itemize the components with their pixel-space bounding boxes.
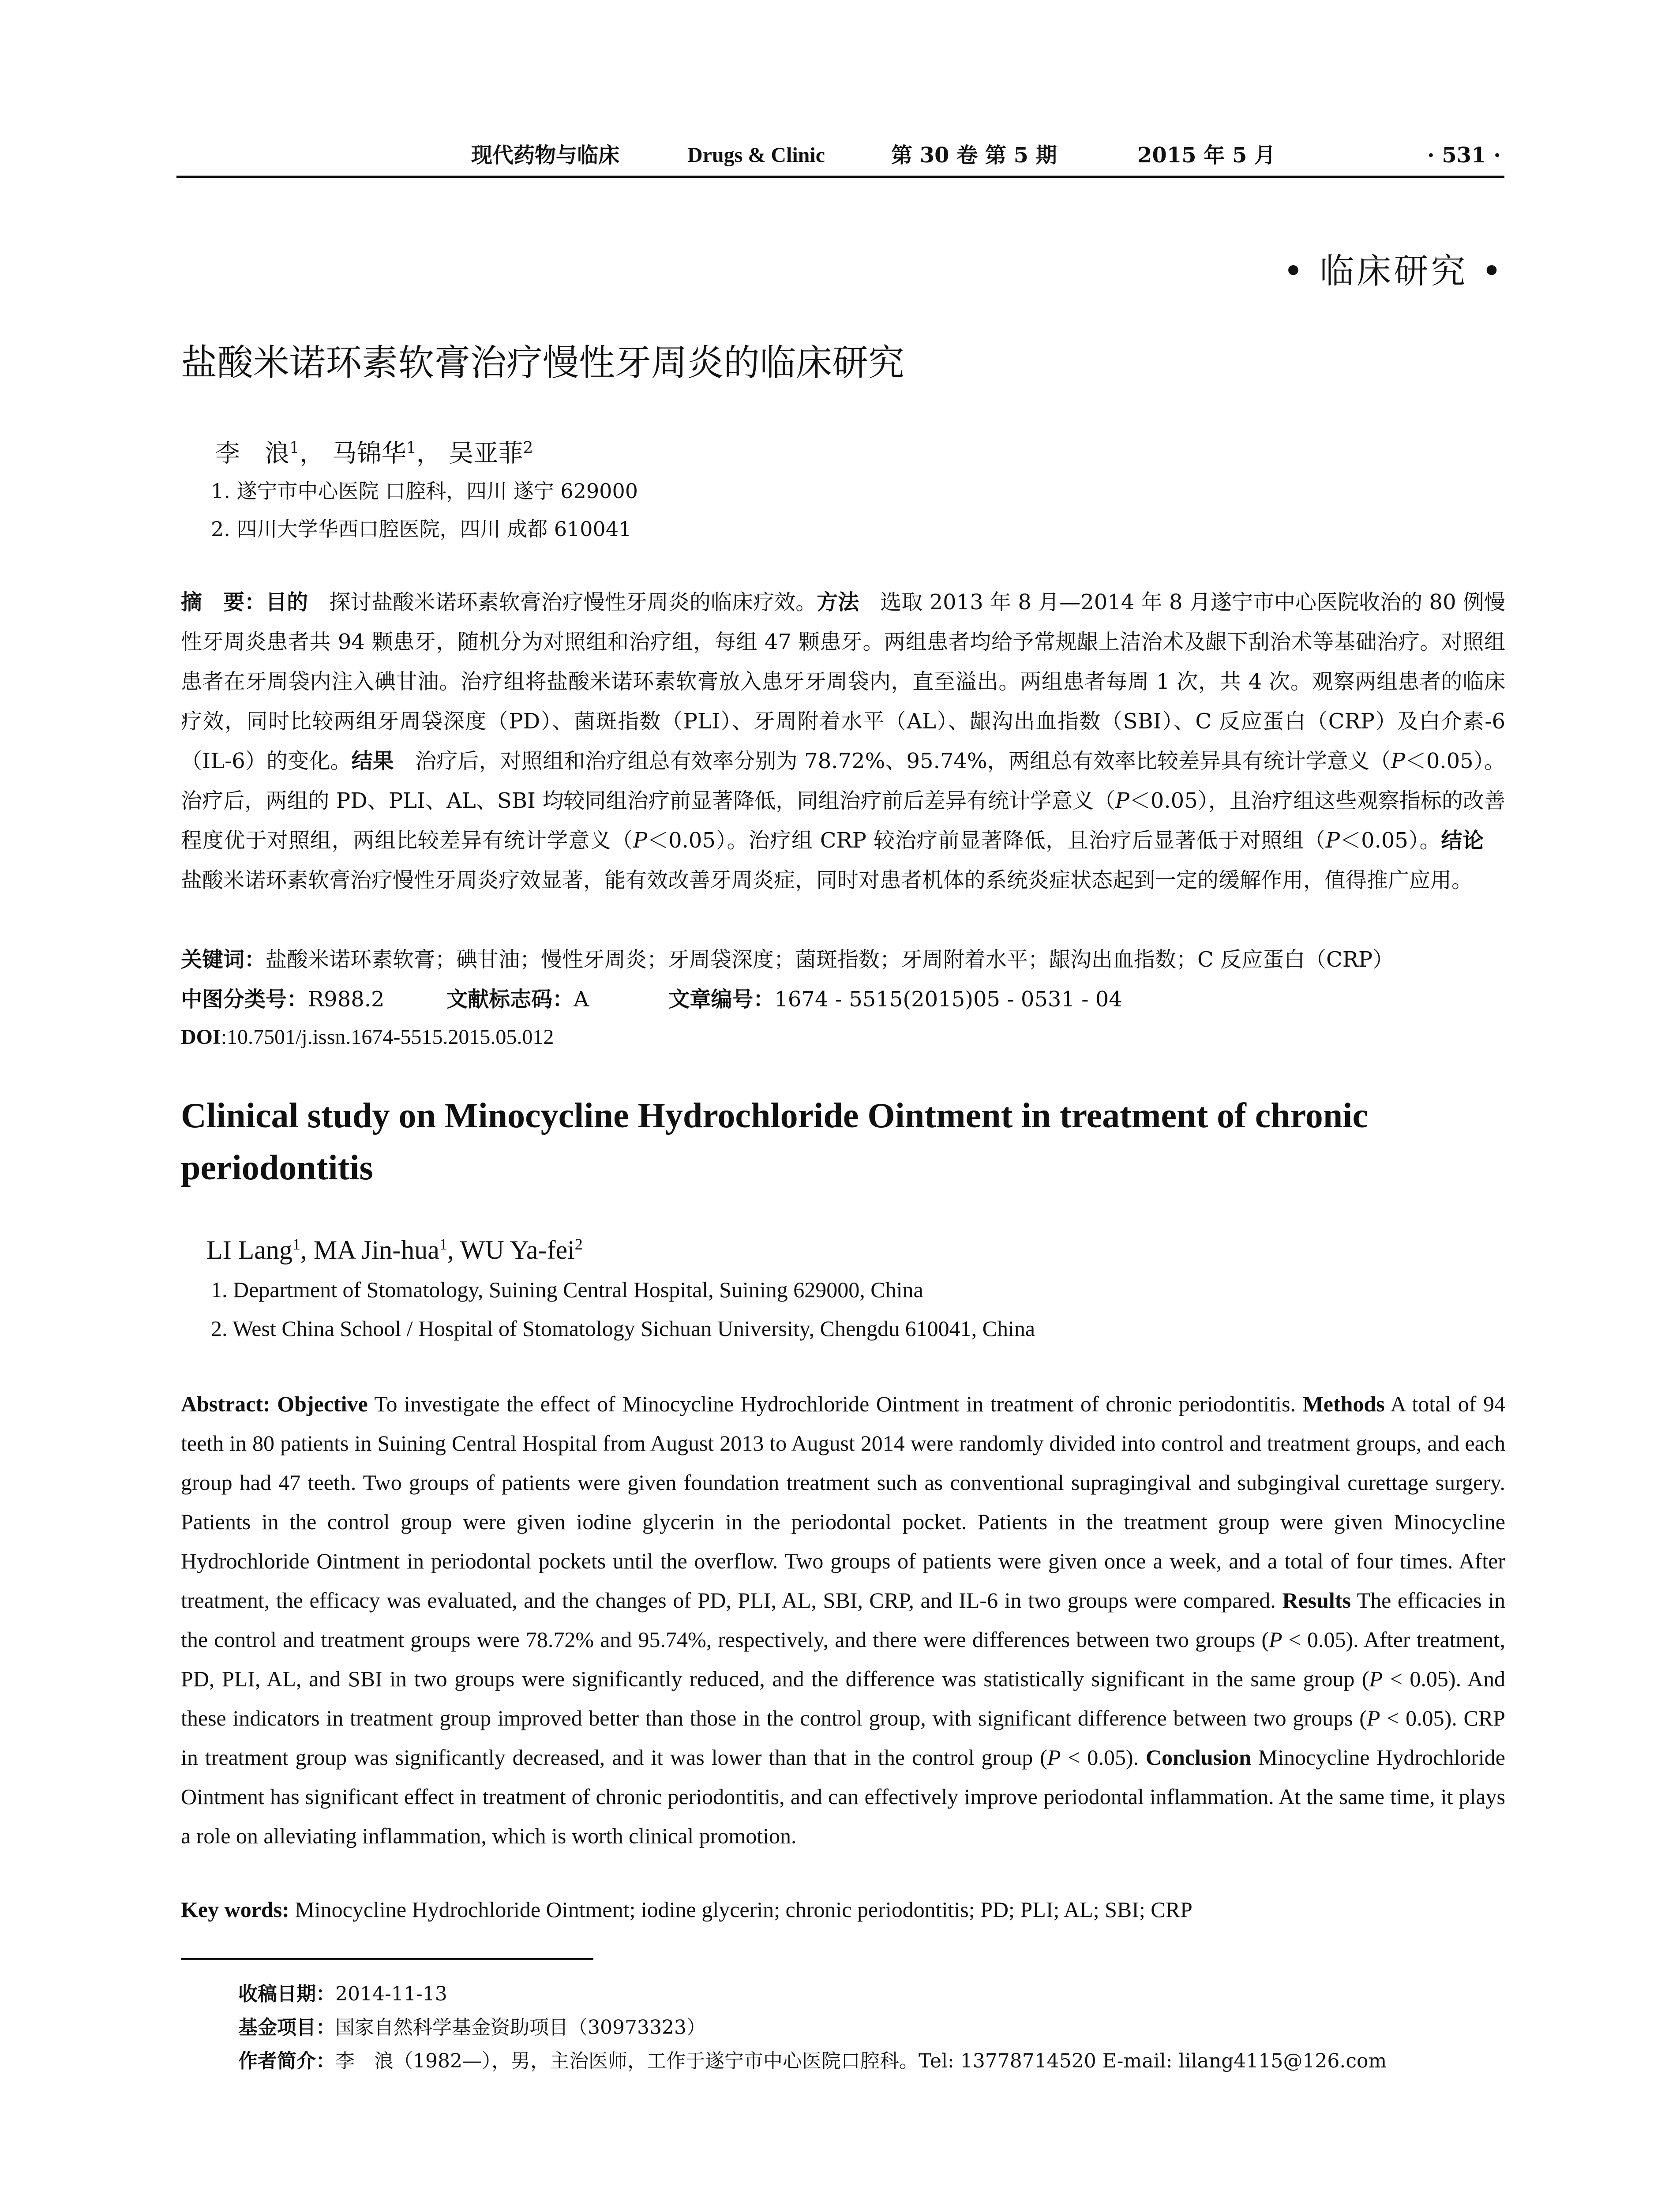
keywords-text: Minocycline Hydrochloride Ointment; iodine glycerin; chronic periodontitis; PD; PLI; AL; SBI; CRP [289,1897,1192,1922]
results-text: The efficacies in the control and treatment groups were 78.72% and 95.74%, respectively, and there were differences between two groups ( [181,1588,1505,1652]
journal-name-cn: 现代药物与临床 [471,143,620,168]
results-text: 治疗后，对照组和治疗组总有效率分别为 78.72%、95.74%，两组总有效率比较差异具有统计学意义（ [394,749,1391,773]
author-separator: ， [299,439,324,468]
objective-label: 目的 [266,590,308,615]
keywords-cn [181,940,1394,979]
objective-text: 探讨盐酸米诺环素软膏治疗慢性牙周炎的临床疗效。 [308,590,817,615]
results-text: ＜0.05）。治疗组 CRP 较治疗前显著降低，且治疗后显著低于对照组（ [647,828,1326,853]
affiliation-cn-1: 1. 遂宁市中心医院 口腔科，四川 遂宁 629000 [211,479,638,503]
article-title-cn: 盐酸米诺环素软膏治疗慢性牙周炎的临床研究 [181,342,905,384]
received-label: 收稿日期： [238,1983,335,2005]
journal-name-en: Drugs & Clinic [687,143,825,167]
clc-label: 中图分类号： [181,987,308,1012]
p-value-symbol: P [1268,1627,1282,1652]
methods-label: Methods [1302,1392,1385,1416]
authors-en [206,1227,583,1268]
author-affiliation-mark: 2 [574,1235,583,1253]
abstract-cn [181,582,1505,900]
results-text: ＜0.05）。 [1340,828,1441,853]
affiliation-en-1: 1. Department of Stomatology, Suining Central Hospital, Suining 629000, China [211,1277,923,1302]
header-rule [176,176,1504,178]
keywords-text: 盐酸米诺环素软膏；碘甘油；慢性牙周炎；牙周袋深度；菌斑指数；牙周附着水平；龈沟出血指数；C 反应蛋白（CRP） [266,947,1394,972]
footnote-received [238,1981,447,2007]
conclusion-label: Conclusion [1145,1745,1251,1770]
author-bio-label: 作者简介： [238,2050,335,2072]
affiliation-cn-2: 2. 四川大学华西口腔医院，四川 成都 610041 [211,517,632,541]
keywords-en [181,1890,1505,1929]
author-affiliation-mark: 1 [406,439,416,457]
author-separator: , [447,1235,460,1264]
footnote-rule [181,1958,593,1960]
author-name: WU Ya-fei [460,1235,575,1264]
author-name: MA Jin-hua [313,1235,439,1264]
methods-text: A total of 94 teeth in 80 patients in Suining Central Hospital from August 2013 to August 2014 were randomly divided into control and treatment groups, and each group had 47 teeth. Two groups of patients were given foundation treatment such as conventional supragingival and subgingival curettage surgery. Patients in the control group were given iodine glycerin in the periodontal pocket. Patients in the treatment group were given Minocycline Hydrochloride Ointment in periodontal pockets until the overflow. Two groups of patients were given once a week, and a total of four times. After treatment, the efficacy was evaluated, and the changes of PD, PLI, AL, SBI, CRP, and IL-6 in two groups were compared. [181,1392,1506,1613]
objective-text: To investigate the effect of Minocycline Hydrochloride Ointment in treatment of chronic periodontitis. [368,1392,1303,1416]
authors-cn [215,431,533,471]
results-label: 结果 [351,749,394,773]
document-code-value: A [574,987,589,1012]
page-number: · 531 · [1427,143,1501,168]
footnote-author [238,2048,1387,2075]
results-label: Results [1282,1588,1351,1613]
author-affiliation-mark: 2 [523,439,533,457]
author-name: 吴亚菲 [449,439,523,468]
p-value-symbol: P [1369,1666,1383,1691]
author-name: 马锦华 [332,439,406,468]
p-value-symbol: P [1366,1706,1380,1730]
author-separator: ， [416,439,441,468]
results-text: < 0.05). [1061,1745,1146,1770]
p-value-symbol: P [1325,828,1340,853]
p-value-symbol: P [1115,788,1129,813]
doi-label: DOI [181,1025,221,1049]
results-text: < 0.05). CRP in treatment group was significantly decreased, and it was lower than that in the control group ( [181,1706,1505,1770]
p-value-symbol: P [1391,749,1405,773]
conclusion-label: 结论 [1441,828,1484,853]
fund-label: 基金项目： [238,2016,335,2039]
author-name: LI Lang [206,1235,292,1264]
abstract-label: Abstract: [181,1392,270,1416]
affiliation-en-2: 2. West China School / Hospital of Stomatology Sichuan University, Chengdu 610041, China [211,1316,1035,1341]
keywords-label: 关键词： [181,947,266,972]
footnote-fund [238,2015,706,2041]
article-number-value: 1674 - 5515(2015)05 - 0531 - 04 [774,987,1122,1012]
p-value-symbol: P [633,828,648,853]
results-text: ＜0.05）。治疗后，两组的 PD、PLI、AL、SBI 均较同组治疗前显著降低，同组治疗前后差异有统计学意义（ [181,749,1505,813]
fund-text: 国家自然科学基金资助项目（30973323） [335,2016,706,2039]
abstract-en [181,1384,1505,1856]
author-separator: , [300,1235,314,1264]
doi-line [181,1017,554,1057]
running-header [176,142,1504,175]
p-value-symbol: P [1047,1745,1061,1770]
results-text: < 0.05). And these indicators in treatment group improved better than those in the control group, with significant difference between two groups ( [181,1666,1505,1730]
volume-issue: 第 30 卷 第 5 期 [891,143,1057,168]
author-name: 李 浪 [215,439,289,468]
author-bio-text: 李 浪（1982—），男，主治医师，工作于遂宁市中心医院口腔科。Tel: 13778714520 E-mail: lilang4115@126.com [335,2050,1387,2072]
document-code-label: 文献标志码： [446,987,574,1012]
author-affiliation-mark: 1 [289,439,300,457]
clc-value: R988.2 [308,987,385,1012]
article-number-label: 文章编号： [668,987,775,1012]
abstract-label: 摘 要： [181,590,266,615]
classification-line [181,979,1122,1019]
methods-text: 选取 2013 年 8 月—2014 年 8 月遂宁市中心医院收治的 80 例慢性牙周炎患者共 94 颗患牙，随机分为对照组和治疗组，每组 47 颗患牙。两组患者均给予常规龈上洁治术及龈下刮治术等基础治疗。对照组患者在牙周袋内注入碘甘油。治疗组将盐酸米诺环素软膏放入患牙牙周袋内，直至溢出。两组患者每周 1 次，共 4 次。观察两组患者的临床疗效，同时比较两组牙周袋深度（PD）、菌斑指数（PLI）、牙周附着水平（AL）、龈沟出血指数（SBI）、C 反应蛋白（CRP）及白介素-6（IL-6）的变化。 [181,590,1505,773]
objective-label: Objective [277,1392,368,1416]
results-text: ＜0.05），且治疗组这些观察指标的改善程度优于对照组，两组比较差异有统计学意义（ [181,788,1505,853]
keywords-label: Key words: [181,1897,289,1922]
methods-label: 方法 [817,590,859,615]
conclusion-text: 盐酸米诺环素软膏治疗慢性牙周炎疗效显著，能有效改善牙周炎症，同时对患者机体的系统炎症状态起到一定的缓解作用，值得推广应用。 [181,828,1505,893]
conclusion-text: Minocycline Hydrochloride Ointment has significant effect in treatment of chronic periodontitis, and can effectively improve periodontal inflammation. At the same time, it plays a role on alleviating inflammation, which is worth clinical promotion. [181,1745,1505,1848]
section-tag: • 临床研究 • [1283,251,1504,291]
doi-value: :10.7501/j.issn.1674-5515.2015.05.012 [221,1025,554,1049]
author-affiliation-mark: 1 [439,1235,447,1253]
article-title-en: Clinical study on Minocycline Hydrochloride Ointment in treatment of chronic periodontitis [181,1096,1369,1187]
issue-date: 2015 年 5 月 [1137,143,1276,168]
author-affiliation-mark: 1 [292,1235,300,1253]
received-date: 2014-11-13 [335,1983,447,2005]
results-text: < 0.05). After treatment, PD, PLI, AL, and SBI in two groups were significantly reduced, and the difference was statistically significant in the same group ( [181,1627,1505,1691]
